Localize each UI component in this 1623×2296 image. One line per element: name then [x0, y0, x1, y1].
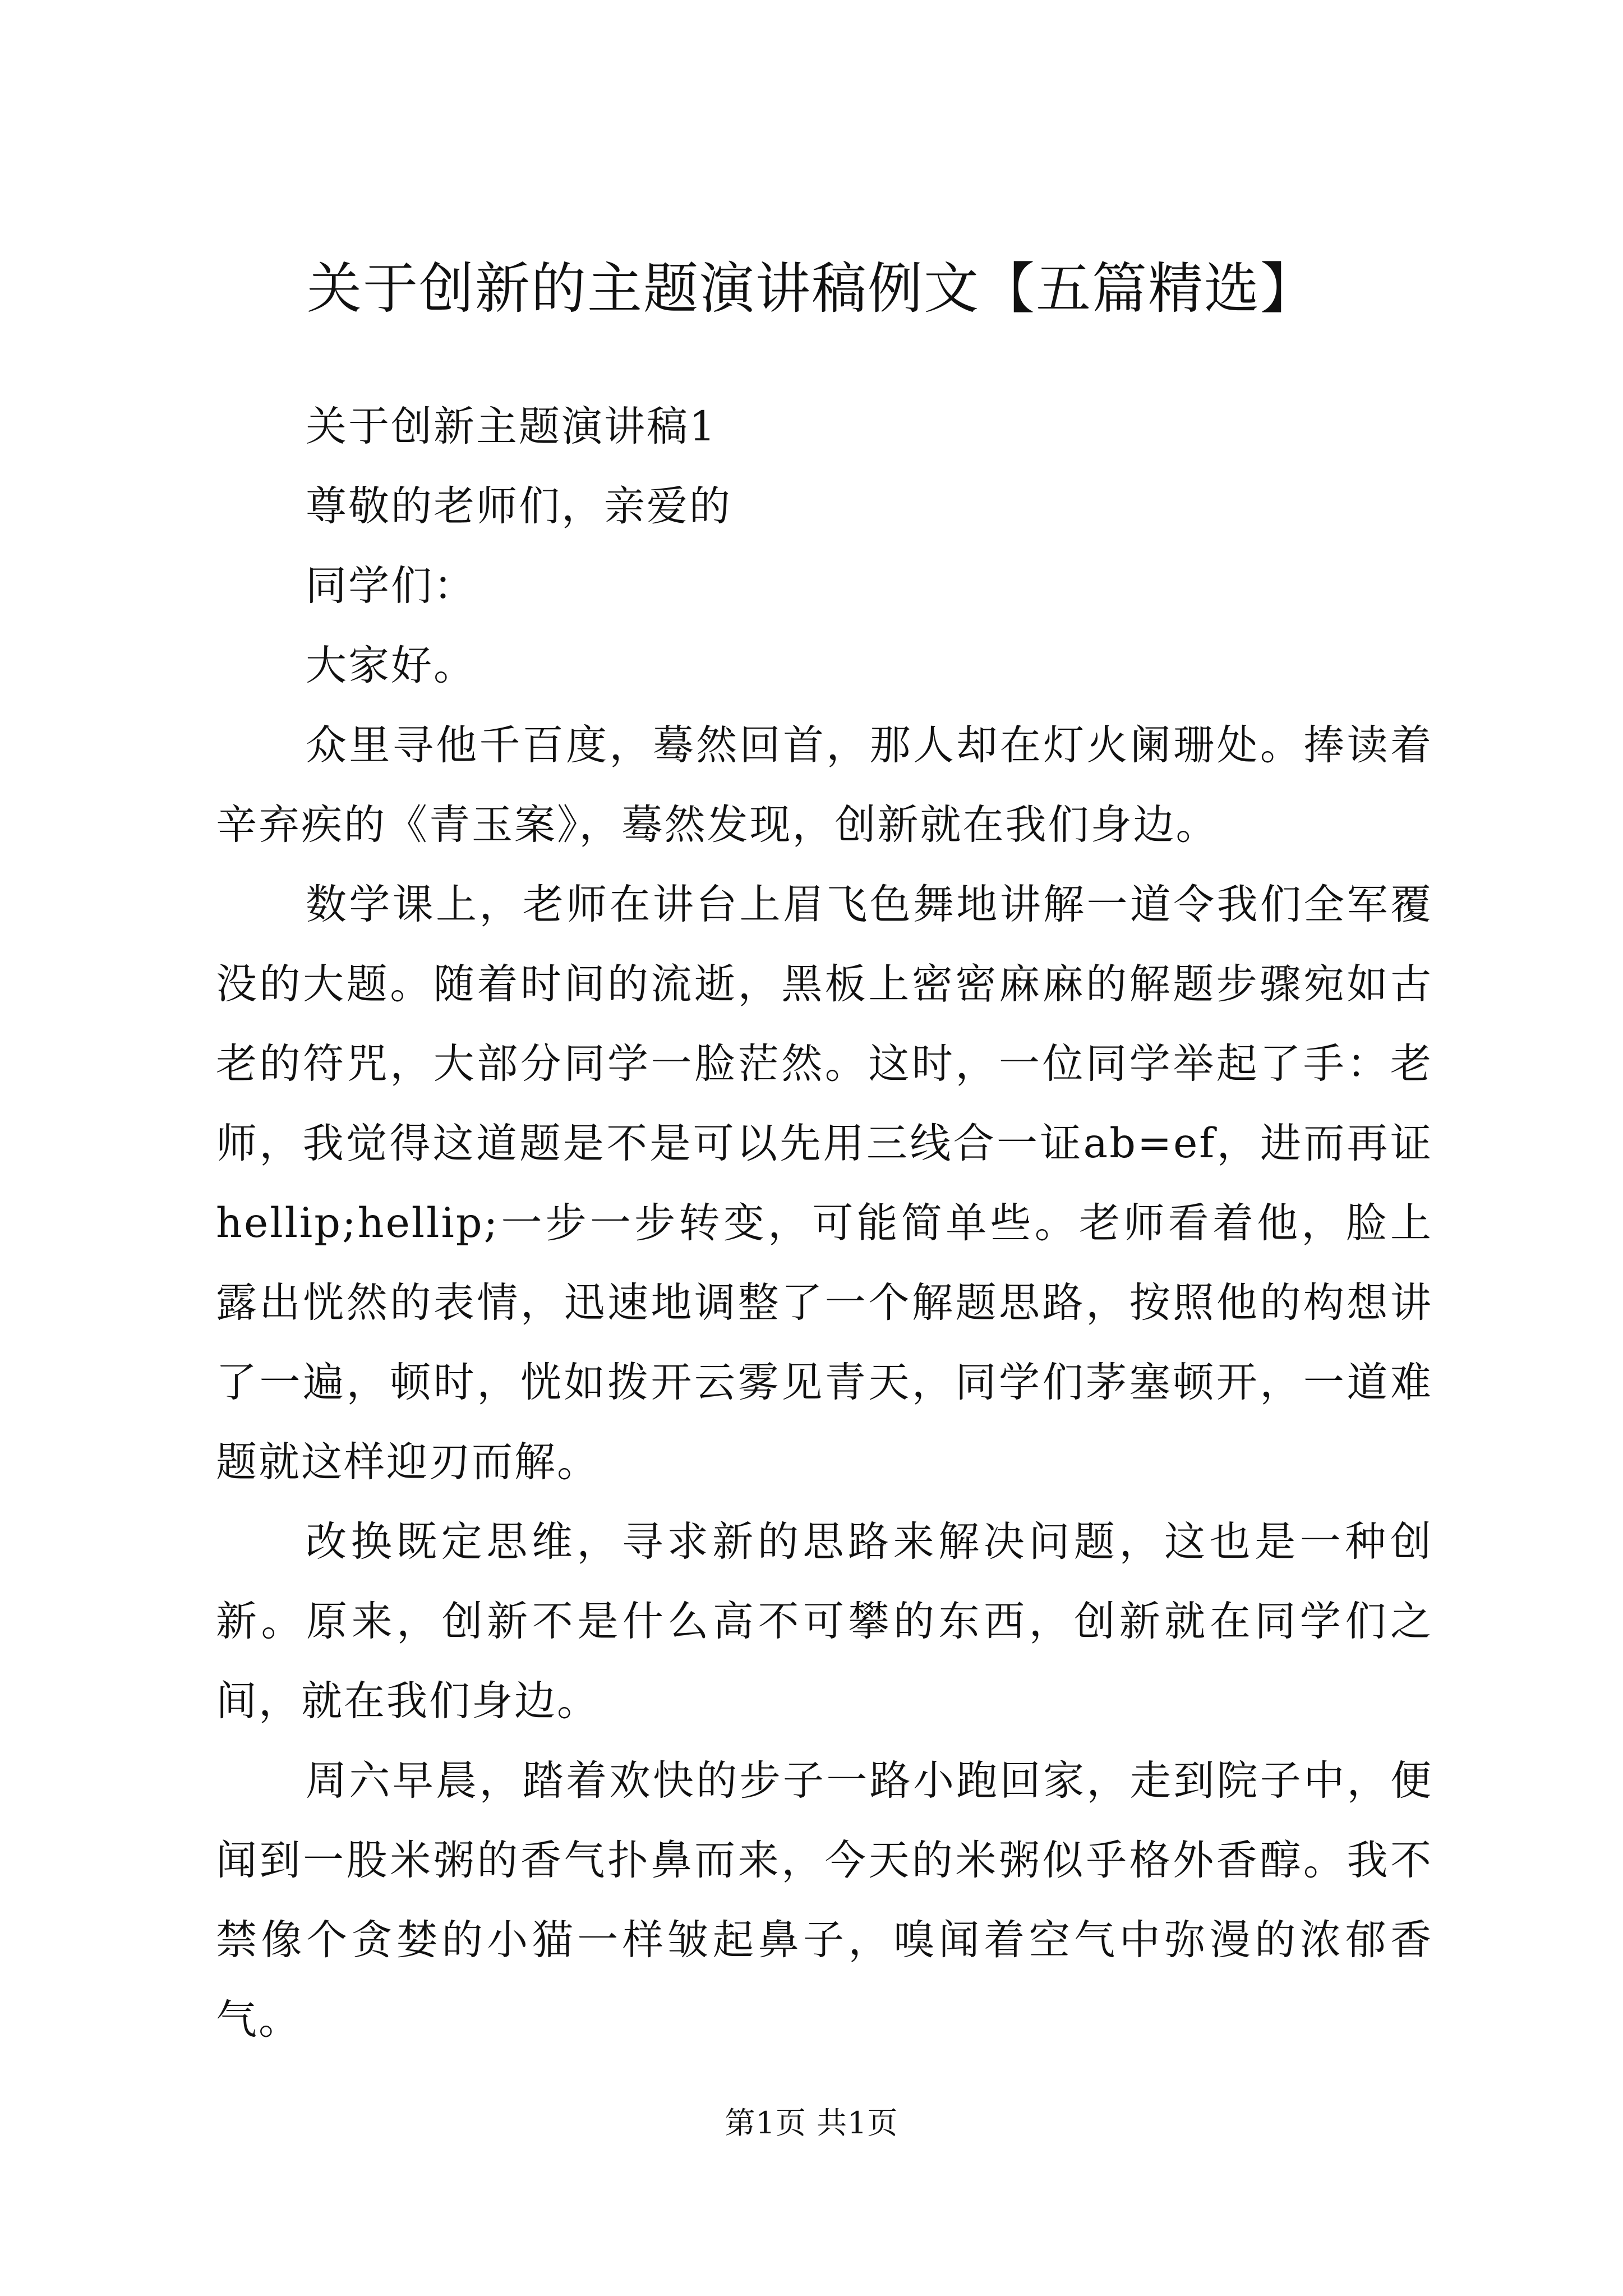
body-paragraph: 周六早晨，踏着欢快的步子一路小跑回家，走到院子中，便闻到一股米粥的香气扑鼻而来，今天的米粥似乎格外香醇。我不禁像个贪婪的小猫一样皱起鼻子，嗅闻着空气中弥漫的浓郁香气。	[216, 1757, 1433, 2044]
body-paragraph: 数学课上，老师在讲台上眉飞色舞地讲解一道令我们全军覆没的大题。随着时间的流逝，黑板上密密麻麻的解题步骤宛如古老的符咒，大部分同学一脸茫然。这时，一位同学举起了手：老师，我觉得这道题是不是可以先用三线合一证ab=ef，进而再证hellip;hellip;一步一步转变，可能简单些。老师看着他，脸上露出恍然的表情，迅速地调整了一个解题思路，按照他的构想讲了一遍，顿时，恍如拨开云雾见青天，同学们茅塞顿开，一道难题就这样迎刃而解。	[216, 881, 1433, 1486]
body-paragraph: 改换既定思维，寻求新的思路来解决问题，这也是一种创新。原来，创新不是什么高不可攀的东西，创新就在同学们之间，就在我们身边。	[216, 1518, 1433, 1725]
paragraph-3	[216, 1502, 1433, 1741]
paragraph-greeting-2	[216, 546, 1433, 626]
greeting-line: 同学们：	[306, 562, 476, 610]
body-paragraph: 众里寻他千百度，蓦然回首，那人却在灯火阑珊处。捧读着辛弃疾的《青玉案》，蓦然发现，创新就在我们身边。	[216, 721, 1433, 849]
paragraph-greeting-3	[216, 626, 1433, 706]
paragraph-2	[216, 865, 1433, 1502]
greeting-line: 大家好。	[306, 642, 476, 689]
paragraph-1	[216, 706, 1433, 865]
paragraph-heading	[216, 387, 1433, 467]
page-footer: 第1页 共1页	[725, 2105, 898, 2141]
greeting-line: 尊敬的老师们，亲爱的	[306, 482, 732, 530]
paragraph-greeting-1	[216, 467, 1433, 546]
document-title: 关于创新的主题演讲稿例文【五篇精选】	[306, 257, 1316, 321]
section-heading: 关于创新主题演讲稿1	[306, 403, 717, 450]
paragraph-4	[216, 1741, 1433, 2060]
